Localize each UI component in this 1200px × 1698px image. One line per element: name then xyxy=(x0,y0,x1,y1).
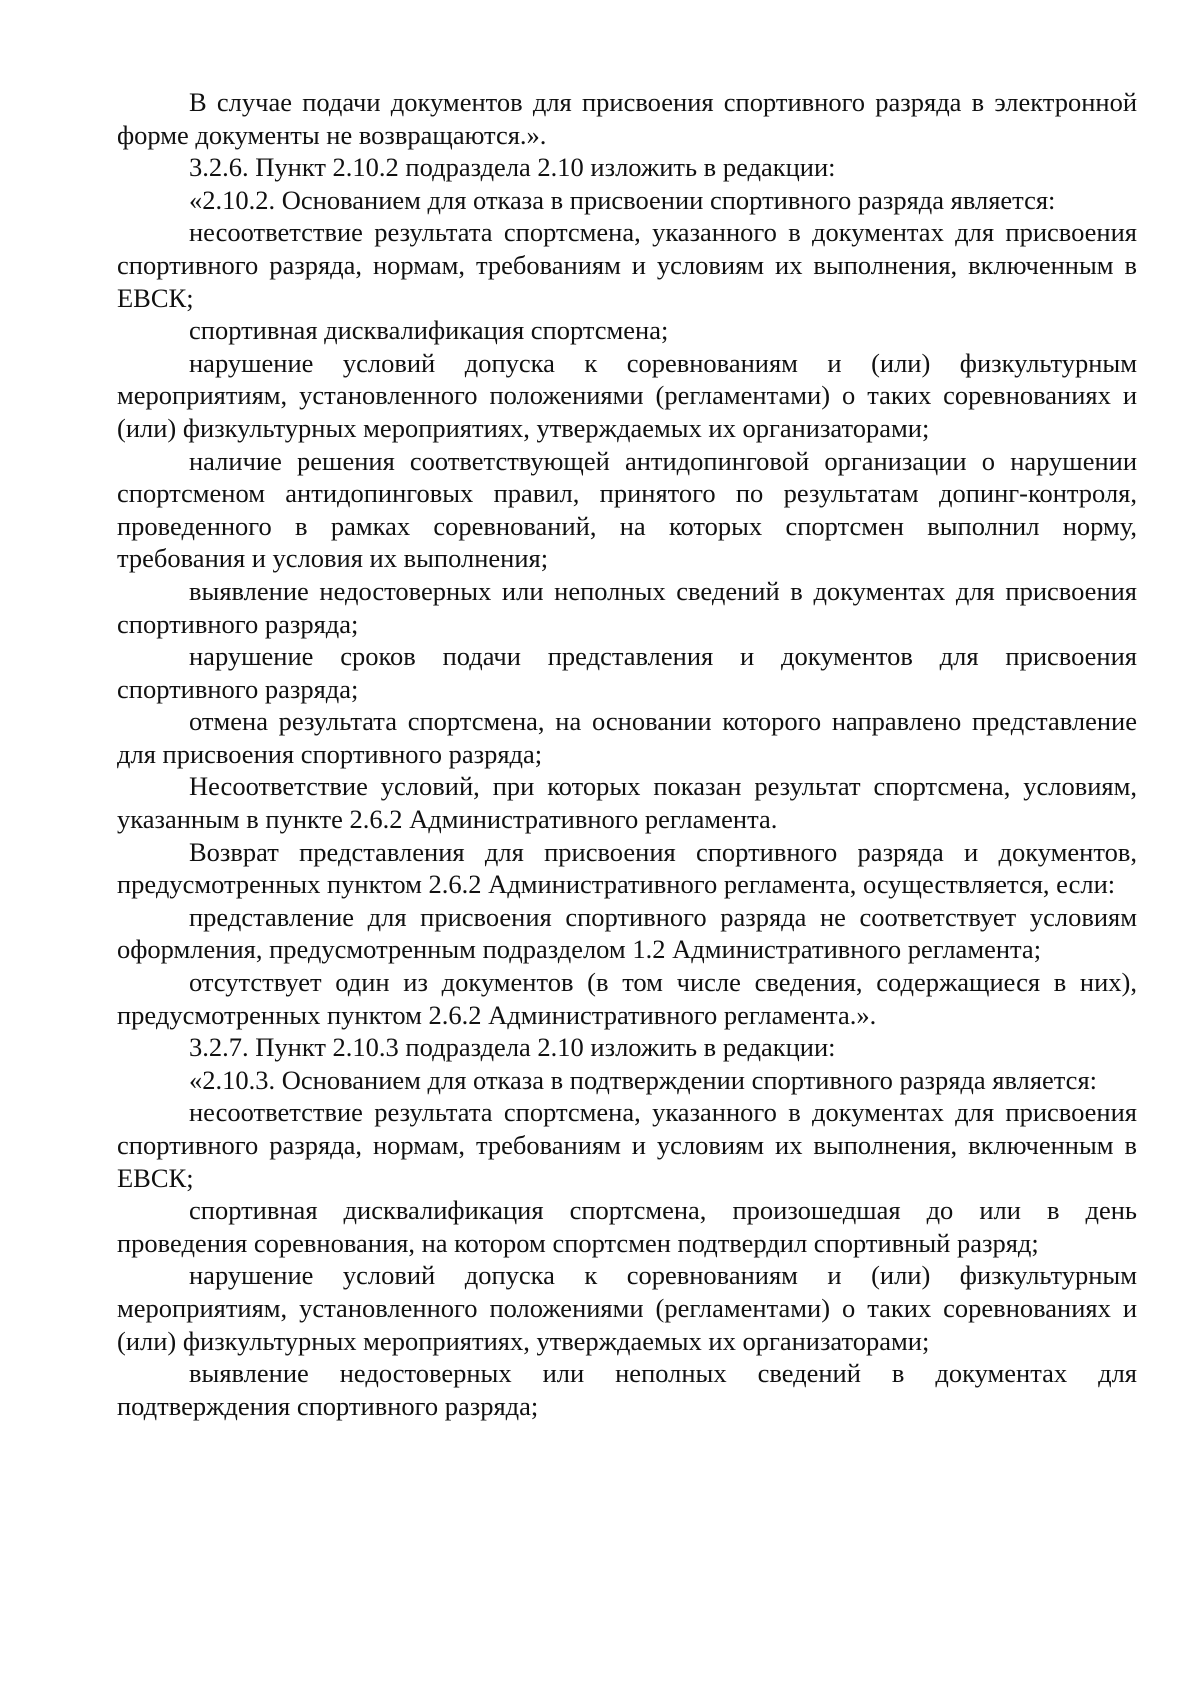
paragraph: отмена результата спортсмена, на основании которого направлено представление для присвоения спортивного разряда; xyxy=(117,706,1137,769)
paragraph: В случае подачи документов для присвоения спортивного разряда в электронной форме документы не возвращаются.». xyxy=(117,87,1137,150)
paragraph: нарушение условий допуска к соревнованиям и (или) физкультурным мероприятиям, установленного положениями (регламентами) о таких соревнованиях и (или) физкультурных мероприятиях, утверждаемых их организаторами; xyxy=(117,347,1137,443)
paragraph: представление для присвоения спортивного разряда не соответствует условиям оформления, предусмотренным подразделом 1.2 Административного регламента; xyxy=(117,901,1137,965)
paragraph: Возврат представления для присвоения спортивного разряда и документов, предусмотренных пунктом 2.6.2 Административного регламента, осуществляется, если: xyxy=(117,836,1137,900)
paragraph: нарушение условий допуска к соревнованиям и (или) физкультурным мероприятиям, установленного положениями (регламентами) о таких соревнованиях и (или) физкультурных мероприятиях, утверждаемых их организаторами; xyxy=(117,1260,1137,1356)
paragraph: спортивная дисквалификация спортсмена; xyxy=(189,315,669,346)
document-page xyxy=(117,86,1137,1422)
paragraph: спортивная дисквалификация спортсмена, произошедшая до или в день проведения соревнования, на котором спортсмен подтвердил спортивный разряд; xyxy=(117,1195,1137,1258)
paragraph: несоответствие результата спортсмена, указанного в документах для присвоения спортивного разряда, нормам, требованиям и условиям их выполнения, включенным в ЕВСК; xyxy=(117,1097,1137,1193)
paragraph: нарушение сроков подачи представления и документов для присвоения спортивного разряда; xyxy=(117,641,1137,704)
paragraph: «2.10.3. Основанием для отказа в подтверждении спортивного разряда является: xyxy=(189,1064,1098,1095)
paragraph: 3.2.6. Пункт 2.10.2 подраздела 2.10 изложить в редакции: xyxy=(189,152,836,183)
paragraph: наличие решения соответствующей антидопинговой организации о нарушении спортсменом антидопинговых правил, принятого по результатам допинг-контроля, проведенного в рамках соревнований, на которых спортсмен выполнил норму, требования и условия их выполнения; xyxy=(117,445,1137,574)
paragraph: Несоответствие условий, при которых показан результат спортсмена, условиям, указанным в пункте 2.6.2 Административного регламента. xyxy=(117,771,1137,835)
paragraph: выявление недостоверных или неполных сведений в документах для подтверждения спортивного разряда; xyxy=(117,1358,1137,1421)
paragraph: отсутствует один из документов (в том числе сведения, содержащиеся в них), предусмотренных пунктом 2.6.2 Административного регламента.». xyxy=(117,967,1137,1030)
paragraph: «2.10.2. Основанием для отказа в присвоении спортивного разряда является: xyxy=(189,184,1056,215)
paragraph: выявление недостоверных или неполных сведений в документах для присвоения спортивного разряда; xyxy=(117,575,1137,639)
paragraph: несоответствие результата спортсмена, указанного в документах для присвоения спортивного разряда, нормам, требованиям и условиям их выполнения, включенным в ЕВСК; xyxy=(117,217,1137,313)
paragraph: 3.2.7. Пункт 2.10.3 подраздела 2.10 изложить в редакции: xyxy=(189,1032,836,1063)
